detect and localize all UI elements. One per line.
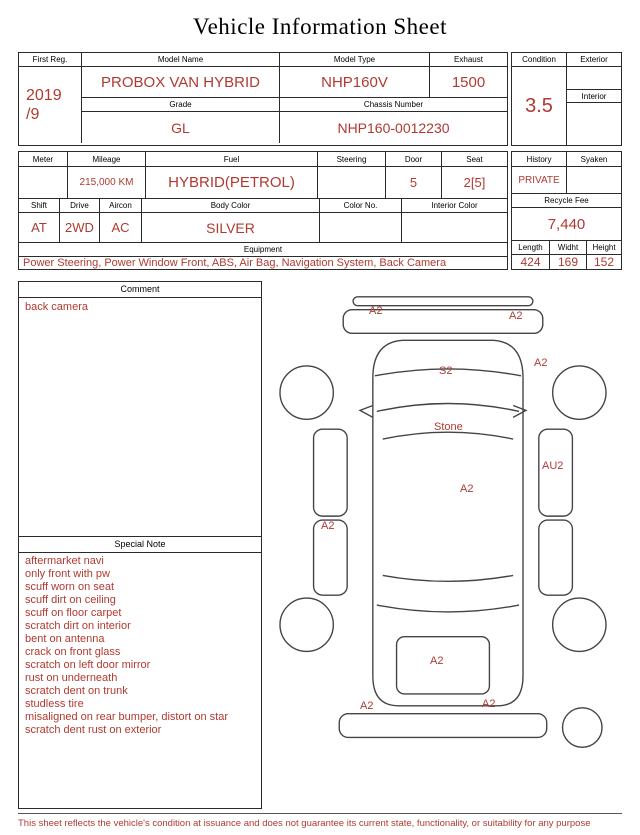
damage-annotation: A2	[460, 483, 474, 495]
body-color-label: Body Color	[141, 199, 319, 212]
model-type-value: NHP160V	[279, 67, 429, 98]
grade-label: Grade	[81, 98, 279, 112]
interior-color-value	[401, 213, 507, 242]
section-registration	[18, 52, 622, 146]
fuel-value: HYBRID(PETROL)	[145, 167, 317, 198]
damage-annotation: AU2	[542, 460, 564, 472]
special-note-line: only front with pw	[25, 568, 110, 580]
special-note-line: crack on front glass	[25, 646, 121, 658]
exterior-label: Exterior	[567, 53, 621, 67]
exterior-value	[567, 67, 621, 89]
special-note-line: bent on antenna	[25, 633, 105, 645]
damage-annotation: A2	[534, 357, 548, 369]
damage-diagram	[266, 281, 622, 809]
special-note-line: scuff dirt on ceiling	[25, 594, 116, 606]
fuel-label: Fuel	[145, 152, 317, 166]
comment-header: Comment	[19, 282, 261, 298]
disclaimer-text: This sheet reflects the vehicle's condition at issuance and does not guarantee its current state, functionality, or suitability for any purpose	[18, 813, 622, 829]
damage-annotation: A2	[430, 655, 444, 667]
first-reg-value	[19, 67, 81, 143]
model-name-value: PROBOX VAN HYBRID	[81, 67, 279, 98]
syaken-value	[566, 167, 621, 193]
aircon-label: Aircon	[99, 199, 141, 212]
model-type-label: Model Type	[279, 53, 429, 67]
grade-value: GL	[81, 112, 279, 143]
exhaust-label: Exhaust	[429, 53, 507, 67]
length-value: 424	[520, 255, 541, 269]
damage-annotation: A2	[509, 310, 523, 322]
body-color-value: SILVER	[141, 213, 319, 242]
meter-label: Meter	[32, 154, 54, 164]
interior-color-label: Interior Color	[401, 199, 507, 212]
door-value: 5	[385, 167, 441, 198]
first-reg-month: /9	[26, 106, 40, 123]
special-note-header: Special Note	[19, 536, 261, 553]
door-label: Door	[385, 152, 441, 166]
history-value: PRIVATE	[518, 174, 560, 186]
car-diagram	[266, 281, 618, 771]
specs-table	[18, 151, 508, 270]
mileage-value: 215,000 KM	[67, 167, 145, 198]
damage-annotation: Stone	[434, 421, 463, 433]
drive-value: 2WD	[59, 213, 99, 242]
special-note-line: scratch on left door mirror	[25, 659, 151, 671]
damage-annotation: A2	[360, 700, 374, 712]
interior-value	[567, 103, 621, 145]
condition-table	[511, 52, 622, 146]
seat-label: Seat	[441, 152, 507, 166]
color-no-value	[319, 213, 401, 242]
history-table	[511, 151, 622, 270]
drive-label: Drive	[59, 199, 99, 212]
steering-value	[317, 167, 385, 198]
condition-label: Condition	[512, 53, 567, 67]
first-reg-year: 2019	[26, 87, 62, 104]
exhaust-value: 1500	[429, 67, 507, 98]
width-label: Widht	[549, 241, 586, 254]
history-label: History	[526, 154, 552, 164]
interior-label: Interior	[567, 89, 621, 103]
special-note-line: aftermarket navi	[25, 555, 104, 567]
chassis-number-value: NHP160-0012230	[279, 112, 507, 143]
damage-annotation: S2	[439, 365, 453, 377]
equipment-label: Equipment	[243, 245, 283, 254]
main-body	[18, 281, 622, 809]
first-reg-label: First Reg.	[19, 53, 81, 67]
special-note-line: scratch dent on trunk	[25, 685, 128, 697]
damage-annotation: A2	[369, 305, 383, 317]
chassis-number-label: Chassis Number	[279, 98, 507, 112]
width-value: 169	[549, 255, 586, 269]
length-label: Length	[518, 243, 543, 252]
damage-annotation: A2	[321, 520, 335, 532]
shift-value: AT	[31, 220, 47, 235]
height-label: Height	[586, 241, 621, 254]
special-note-line: scuff worn on seat	[25, 581, 115, 593]
seat-value: 2[5]	[441, 167, 507, 198]
section-specs	[18, 151, 622, 270]
notes-column	[18, 281, 262, 809]
color-no-label: Color No.	[319, 199, 401, 212]
equipment-value: Power Steering, Power Window Front, ABS, Air Bag, Navigation System, Back Camera	[23, 257, 447, 269]
meter-value	[19, 167, 67, 198]
condition-value: 3.5	[512, 67, 567, 145]
mileage-label: Mileage	[67, 152, 145, 166]
special-note-line: misaligned on rear bumper, distort on star	[25, 711, 228, 723]
model-name-label: Model Name	[81, 53, 279, 67]
special-note-line: scuff on floor carpet	[25, 607, 122, 619]
recycle-fee-label: Recycle Fee	[544, 196, 589, 205]
special-note-line: rust on underneath	[25, 672, 118, 684]
special-note-line: studless tire	[25, 698, 84, 710]
recycle-fee-value: 7,440	[547, 215, 586, 233]
registration-table	[18, 52, 508, 146]
height-value: 152	[586, 255, 621, 269]
shift-label: Shift	[30, 201, 47, 210]
special-note-line: scratch dent rust on exterior	[25, 724, 162, 736]
special-note-line: scratch dirt on interior	[25, 620, 131, 632]
comment-value: back camera	[25, 301, 88, 313]
damage-annotation: A2	[482, 698, 496, 710]
special-note-list	[19, 553, 261, 808]
steering-label: Steering	[317, 152, 385, 166]
aircon-value: AC	[99, 213, 141, 242]
syaken-label: Syaken	[566, 152, 621, 166]
page-title: Vehicle Information Sheet	[193, 14, 447, 39]
